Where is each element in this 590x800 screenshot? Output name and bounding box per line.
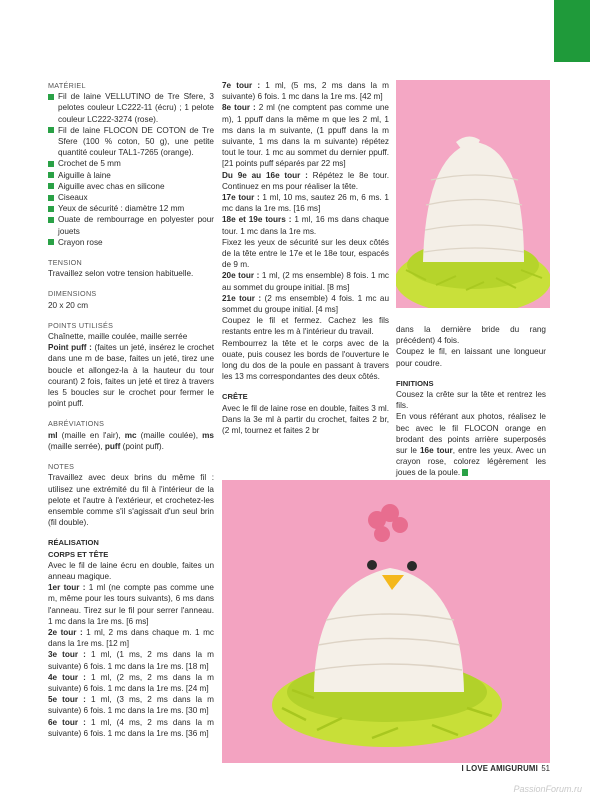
notes-text: Travaillez avec deux brins du même fil : utilisez une extrémité du fil à l'intérieur de la pelote et l'autre à l'extérieur, et crochetez-les ensemble comme s'il s'agissait d'un seul brin (fil double). [48,473,214,528]
round-instruction: 8e tour : 2 ml (ne comptent pas comme une m), 1 ppuff dans la même m que les 2 ml, 1 ms dans la m suivante, (1 ppuff dans la m suivante, 1 ms dans la m suivante) répétez tout le tour. 1 mc au sommet du dernier ppuff. [21 points puff séparés par 22 ms] [222,103,389,169]
magazine-title: I LOVE AMIGURUMI [461,764,538,773]
puff-stitch-text: Point puff : (faites un jeté, insérez le crochet dans une m de base, faites un jeté, tirez une boucle et allongez-la à la hauteur du tour courant) 2 fois, faites un jeté et tirez à travers les 5 boucles sur le crochet pour fermer le point puff. [48,343,214,409]
round-instruction: 2e tour : 1 ml, 2 ms dans chaque m. 1 mc dans la 1re ms. [12 m] [48,627,214,649]
corps-intro-text: Avec le fil de laine écru en double, faites un anneau magique. [48,560,214,581]
round-instruction: 1er tour : 1 ml (ne compte pas comme une m, même pour les tours suivants), 6 ms dans l'anneau. Tirez sur le fil pour serrer l'anneau. 1 mc dans la 1re ms. [6 ms] [48,583,214,626]
list-item: Crayon rose [48,237,214,248]
cut-yarn-text: Coupez le fil et fermez. Cachez les fils restants entre les m à l'intérieur du travail. [222,316,389,337]
hen-photo-bottom [222,480,550,763]
points-heading: POINTS UTILISÉS [48,320,114,330]
round-instruction: 17e tour : 1 ml, 10 ms, sautez 26 m, 6 ms. 1 mc dans la 1re ms. [16 ms] [222,193,389,214]
list-item: Yeux de sécurité : diamètre 12 mm [48,203,214,214]
round-instruction: 6e tour : 1 ml, (4 ms, 2 ms dans la m suivante) 6 fois. 1 mc dans la 1re ms. [36 m] [48,717,214,738]
finitions-heading: FINITIONS [396,378,434,388]
round-instruction: 3e tour : 1 ml, (1 ms, 2 ms dans la m suivante) 6 fois. 1 mc dans la 1re ms. [18 m] [48,650,214,671]
abbreviations-text: ml (maille en l'air), mc (maille coulée), ms (maille serrée), puff (point puff). [48,430,214,451]
round-instruction: 5e tour : 1 ml, (3 ms, 2 ms dans la m suivante) 6 fois. 1 mc dans la 1re ms. [30 m] [48,695,214,716]
list-item: Ouate de rembourrage en polyester pour jouets [48,214,214,236]
list-item: Aiguille avec chas en silicone [48,181,214,192]
bullet-square-icon [48,217,54,223]
materiel-heading: MATÉRIEL [48,81,86,90]
round-instruction: 21e tour : (2 ms ensemble) 4 fois. 1 mc au sommet du groupe initial. [4 ms] [222,293,390,315]
crete-text: Avec le fil de laine rose en double, faites 3 ml. Dans la 3e ml à partir du crochet, faites 2 br, (2 ml, tournez et faites 2 br [222,403,389,436]
round-instruction: Du 9e au 16e tour : Répétez le 8e tour. Continuez en ms pour réaliser la tête. [222,170,389,191]
round-instruction: 20e tour : 1 ml, (2 ms ensemble) 8 fois. 1 mc au sommet du groupe initial. [8 ms] [222,271,389,292]
column-1 [48,80,214,739]
column-3 [396,324,546,479]
tension-text: Travaillez selon votre tension habituelle. [48,269,194,279]
dimensions-text: 20 x 20 cm [48,300,89,310]
hen-back-illustration [396,80,550,308]
list-item: Crochet de 5 mm [48,158,214,169]
end-mark-icon [462,469,468,476]
bullet-square-icon [48,127,54,133]
dimensions-heading: DIMENSIONS [48,289,97,299]
cut-yarn-text: Coupez le fil, en laissant une longueur pour coudre. [396,347,546,368]
bullet-square-icon [48,239,54,245]
stuffing-text: Rembourrez la tête et le corps avec de la ouate, puis cousez les bords de l'ouverture le long du dos de la poule en passant à travers les 13 ms correspondantes des deux côtés. [222,338,389,382]
list-item: Fil de laine VELLUTINO de Tre Sfere, 3 pelotes couleur LC222-11 (écru) ; 1 pelote couleur LC222-3274 (rose). [48,91,214,125]
points-text: Chaînette, maille coulée, maille serrée [48,332,188,342]
list-item: Ciseaux [48,192,214,203]
eyes-text: Fixez les yeux de sécurité sur les deux côtés de la tête entre le 17e et le 18e tour, espacés de 9 m. [222,237,389,270]
list-item: Aiguille à laine [48,170,214,181]
notes-heading: NOTES [48,462,75,472]
list-item: Fil de laine FLOCON DE COTON de Tre Sfere (100 % coton, 50 g), une petite quantité couleur TAL1-7265 (orange). [48,125,214,159]
round-instruction: 7e tour : 1 ml, (5 ms, 2 ms dans la m suivante) 6 fois. 1 mc dans la 1re ms. [42 m] [222,81,389,102]
bullet-square-icon [48,183,54,189]
bullet-square-icon [48,172,54,178]
bullet-square-icon [48,161,54,167]
bullet-square-icon [48,195,54,201]
round-instruction: 4e tour : 1 ml, (2 ms, 2 ms dans la m suivante) 6 fois. 1 mc dans la 1re ms. [24 m] [48,672,214,693]
realisation-heading: RÉALISATION [48,538,99,548]
corps-tete-heading: CORPS ET TÊTE [48,549,109,559]
crete-heading: CRÊTE [222,392,248,402]
column-2 [222,80,389,436]
abbreviations-heading: ABRÉVIATIONS [48,419,105,429]
crete-cont-text: dans la dernière bride du rang précédent) 4 fois. [396,325,546,346]
finitions-text-2: En vous référant aux photos, réalisez le bec avec le fil FLOCON orange en brodant des points arrière superposés sur le 16e tour, entre les yeux. Avec un crayon rose, colorez légèrement les joues de la poule. [396,412,546,478]
watermark: PassionForum.ru [513,784,582,794]
round-instruction: 18e et 19e tours : 1 ml, 16 ms dans chaque tour. 1 mc dans la 1re ms. [222,215,389,236]
hen-front-illustration [222,480,550,763]
finitions-text-1: Cousez la crête sur la tête et rentrez les fils. [396,390,546,411]
tension-heading: TENSION [48,258,83,268]
bullet-square-icon [48,206,54,212]
hen-photo-top [396,80,550,308]
page-number: 51 [541,764,550,773]
materiel-list [48,91,214,248]
green-tab-decoration [554,0,590,62]
bullet-square-icon [48,94,54,100]
